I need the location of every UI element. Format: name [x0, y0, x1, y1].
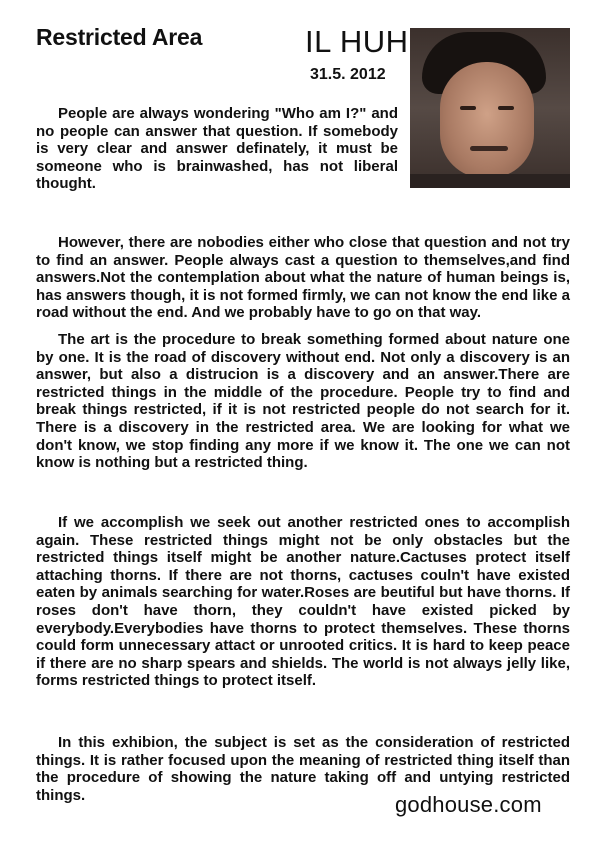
portrait-face [440, 62, 534, 178]
paragraph-4 [36, 514, 570, 690]
paragraph-3-text: The art is the procedure to break something formed about nature one by one. It is the road of discovery without end. Not only a discovery is an answer, but also a distrucion is a discovery and an answer.There are restricted things in the middle of the procedure. People try to find and break things restricted, if it is not restricted people do not search for it. There is a discovery in the restricted area. We are looking for what we don't know, we stop finding any more if we know it. The one we can not know is nothing but a restricted thing. [36, 331, 570, 472]
paragraph-5-text: In this exhibion, the subject is set as the consideration of restricted things. It is rather focused upon the meaning of restricted thing itself than the procedure of showing the nature taking off and untying restricted things. [36, 734, 570, 804]
page-title: Restricted Area [36, 24, 203, 50]
portrait-shirt [410, 174, 570, 188]
paragraph-1-text: People are always wondering "Who am I?" and no people can answer that question. If somebody is very clear and answer definately, it must be someone who is brainwashed, has not liberal thought. [36, 105, 398, 193]
artist-name: IL HUH [305, 24, 409, 59]
paragraph-1 [36, 105, 398, 193]
portrait-eye-right [498, 106, 514, 110]
paragraph-3 [36, 331, 570, 472]
website-link[interactable]: godhouse.com [395, 792, 542, 817]
artist-portrait [410, 28, 570, 188]
date-label: 31.5. 2012 [310, 66, 386, 83]
paragraph-2 [36, 234, 570, 322]
paragraph-4-text: If we accomplish we seek out another restricted ones to accomplish again. These restricted things might not be only obstacles but the restricted things itself might be another nature.Cactuses protect itself attaching thorns. If there are not thorns, cactuses couln't have existed eaten by animals searching for water.Roses are beutiful but have thorns. If roses don't have thorn, they couldn't have existed picked by everybody.Everybodies have thorns to protect themselves. These thorns could form unnecessary attact or unrooted critics. It is hard to keep peace if there are no sharp spears and shields. The world is not always jelly like, forms restricted things to protect itself. [36, 514, 570, 690]
paragraph-2-text: However, there are nobodies either who close that question and not try to find an answer. People always cast a question to themselves,and find answers.Not the contemplation about what the nature of human beings is, has answers though, it is not formed firmly, we can not know the end like a road without the end. And we probably have to go on that way. [36, 234, 570, 322]
portrait-eye-left [460, 106, 476, 110]
portrait-mustache [470, 146, 508, 151]
